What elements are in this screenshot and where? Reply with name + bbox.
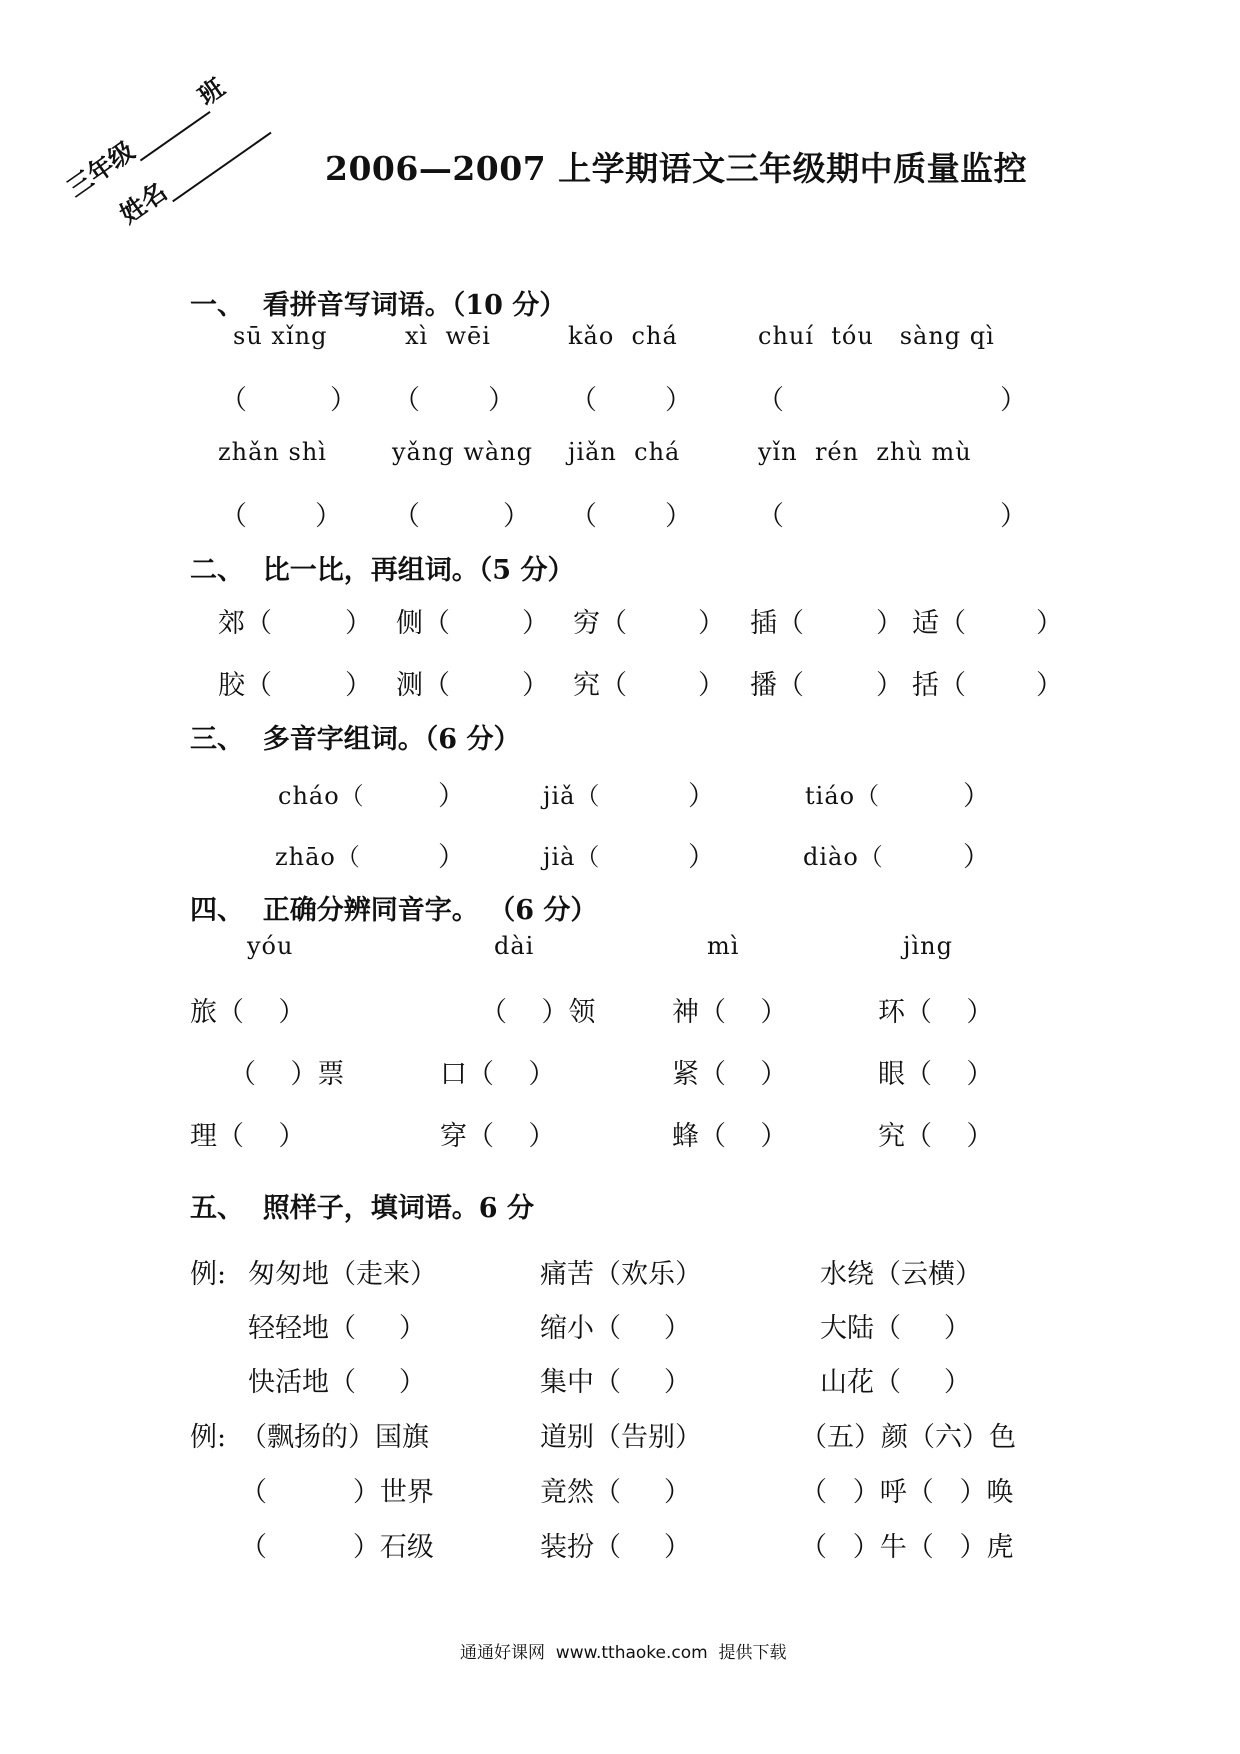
homophone-r1-4: 环（ ） (878, 997, 994, 1028)
bracket-s1-r2-2-close: ） (503, 501, 530, 532)
example-2-label: 例: (190, 1422, 227, 1453)
fill-1-r2-3: 山花（ ） (820, 1367, 971, 1398)
homophone-r1-2: （ ）领 (480, 997, 596, 1028)
compare-s2-r2-4-close: ） (876, 670, 903, 701)
section-3-heading: 三、 多音字组词。（6 分） (190, 724, 521, 755)
homophone-r1-3: 神（ ） (672, 997, 788, 1028)
homophone-r2-3: 紧（ ） (672, 1059, 788, 1090)
compare-s2-r1-4-close: ） (876, 608, 903, 639)
homophone-r3-2: 穿（ ） (440, 1121, 556, 1152)
fill-1-r1-2: 缩小（ ） (540, 1313, 691, 1344)
homophone-r2-4: 眼（ ） (878, 1059, 994, 1090)
example-2-item-2: 道别（告别） (540, 1422, 702, 1453)
homophone-pinyin-4: jìng (903, 932, 953, 960)
bracket-s1-r1-2-close: ） (488, 385, 515, 416)
compare-s2-r2-2-close: ） (522, 670, 549, 701)
bracket-s1-r1-3-open: （ (570, 385, 597, 416)
bracket-s1-r2-4-open: （ (757, 501, 784, 532)
compare-s2-r2-3-close: ） (698, 670, 725, 701)
polyphone-r1-1-close: ） (438, 781, 465, 812)
compare-s2-r2-1: 胶（ (218, 670, 272, 701)
compare-s2-r1-4: 插（ (750, 608, 804, 639)
class-suffix: 班 (192, 72, 230, 111)
compare-s2-r1-3: 穷（ (573, 608, 627, 639)
fill-2-r2-1: （ ）石级 (240, 1532, 434, 1563)
section-2-heading: 二、 比一比，再组词。（5 分） (190, 555, 575, 586)
compare-s2-r1-5: 适（ (912, 608, 966, 639)
name-label: 姓名 (114, 176, 173, 230)
fill-1-r2-1: 快活地（ ） (248, 1367, 426, 1398)
bracket-s1-r1-1-open: （ (220, 385, 247, 416)
fill-2-r2-3: （ ）牛（ ）虎 (800, 1532, 1014, 1563)
bracket-s1-r2-3-close: ） (665, 501, 692, 532)
compare-s2-r1-3-close: ） (698, 608, 725, 639)
fill-2-r1-2: 竟然（ ） (540, 1477, 691, 1508)
compare-s2-r2-3: 究（ (573, 670, 627, 701)
homophone-r3-3: 蜂（ ） (672, 1121, 788, 1152)
homophone-r3-4: 究（ ） (878, 1121, 994, 1152)
compare-s2-r2-5-close: ） (1036, 670, 1063, 701)
example-1-item-3: 水绕（云横） (820, 1259, 982, 1290)
bracket-s1-r1-3-close: ） (665, 385, 692, 416)
polyphone-r2-3: diào（ (803, 843, 884, 871)
class-label: 三年级 (61, 135, 140, 203)
polyphone-r2-1: zhāo（ (275, 843, 361, 871)
section-4-heading: 四、 正确分辨同音字。 （6 分） (190, 895, 598, 926)
homophone-pinyin-1: yóu (247, 932, 294, 960)
compare-s2-r2-2: 测（ (396, 670, 450, 701)
page-title: 2006—2007 上学期语文三年级期中质量监控 (325, 149, 1028, 188)
fill-2-r2-2: 装扮（ ） (540, 1532, 691, 1563)
homophone-r2-1: （ ）票 (229, 1059, 345, 1090)
example-1-label: 例: (190, 1259, 227, 1290)
section-5-heading: 五、 照样子，填词语。6 分 (190, 1193, 534, 1224)
polyphone-r2-2: jià（ (543, 843, 601, 871)
bracket-s1-r2-1-close: ） (315, 501, 342, 532)
polyphone-r1-2-close: ） (688, 781, 715, 812)
compare-s2-r2-4: 播（ (750, 670, 804, 701)
polyphone-r1-3-close: ） (963, 781, 990, 812)
student-info-box (24, 11, 285, 265)
bracket-s1-r1-4-close: ） (1000, 385, 1027, 416)
pinyin-s1-r2-1: zhǎn shì (218, 438, 327, 466)
polyphone-r1-2: jiǎ（ (543, 782, 601, 810)
section-1-heading: 一、 看拼音写词语。（10 分） (190, 290, 567, 321)
example-2-item-1: （飘扬的）国旗 (240, 1422, 429, 1453)
pinyin-s1-r2-2: yǎng wàng (392, 438, 533, 466)
bracket-s1-r2-4-close: ） (1000, 501, 1027, 532)
polyphone-r2-1-close: ） (438, 842, 465, 873)
homophone-r1-1: 旅（ ） (190, 997, 306, 1028)
polyphone-r1-1: cháo（ (278, 782, 365, 810)
pinyin-s1-r1-1: sū xǐng (233, 322, 328, 350)
fill-2-r1-1: （ ）世界 (240, 1477, 434, 1508)
compare-s2-r1-1-close: ） (345, 608, 372, 639)
compare-s2-r2-5: 括（ (912, 670, 966, 701)
compare-s2-r1-2-close: ） (522, 608, 549, 639)
homophone-r2-2: 口（ ） (440, 1059, 556, 1090)
example-1-item-2: 痛苦（欢乐） (540, 1259, 702, 1290)
pinyin-s1-r1-3: kǎo chá (568, 322, 678, 350)
homophone-r3-1: 理（ ） (190, 1121, 306, 1152)
compare-s2-r2-1-close: ） (345, 670, 372, 701)
polyphone-r1-3: tiáo（ (805, 782, 881, 810)
polyphone-r2-3-close: ） (963, 842, 990, 873)
pinyin-s1-r1-4: chuí tóu sàng qì (758, 322, 995, 350)
polyphone-r2-2-close: ） (688, 842, 715, 873)
fill-1-r2-2: 集中（ ） (540, 1367, 691, 1398)
bracket-s1-r2-1-open: （ (220, 501, 247, 532)
compare-s2-r1-2: 侧（ (396, 608, 450, 639)
fill-1-r1-3: 大陆（ ） (820, 1313, 971, 1344)
fill-1-r1-1: 轻轻地（ ） (248, 1313, 426, 1344)
bracket-s1-r1-4-open: （ (757, 385, 784, 416)
bracket-s1-r1-2-open: （ (393, 385, 420, 416)
pinyin-s1-r2-3: jiǎn chá (568, 438, 681, 466)
compare-s2-r1-5-close: ） (1036, 608, 1063, 639)
compare-s2-r1-1: 郊（ (218, 608, 272, 639)
pinyin-s1-r1-2: xì wēi (405, 322, 491, 350)
bracket-s1-r2-3-open: （ (570, 501, 597, 532)
example-1-item-1: 匆匆地（走来） (248, 1259, 437, 1290)
homophone-pinyin-2: dài (494, 932, 535, 960)
footer-credit: 通通好课网 www.tthaoke.com 提供下载 (460, 1643, 787, 1663)
fill-2-r1-3: （ ）呼（ ）唤 (800, 1477, 1014, 1508)
example-2-item-3: （五）颜（六）色 (800, 1422, 1016, 1453)
bracket-s1-r2-2-open: （ (393, 501, 420, 532)
homophone-pinyin-3: mì (707, 932, 740, 960)
bracket-s1-r1-1-close: ） (330, 385, 357, 416)
pinyin-s1-r2-4: yǐn rén zhù mù (758, 438, 972, 466)
